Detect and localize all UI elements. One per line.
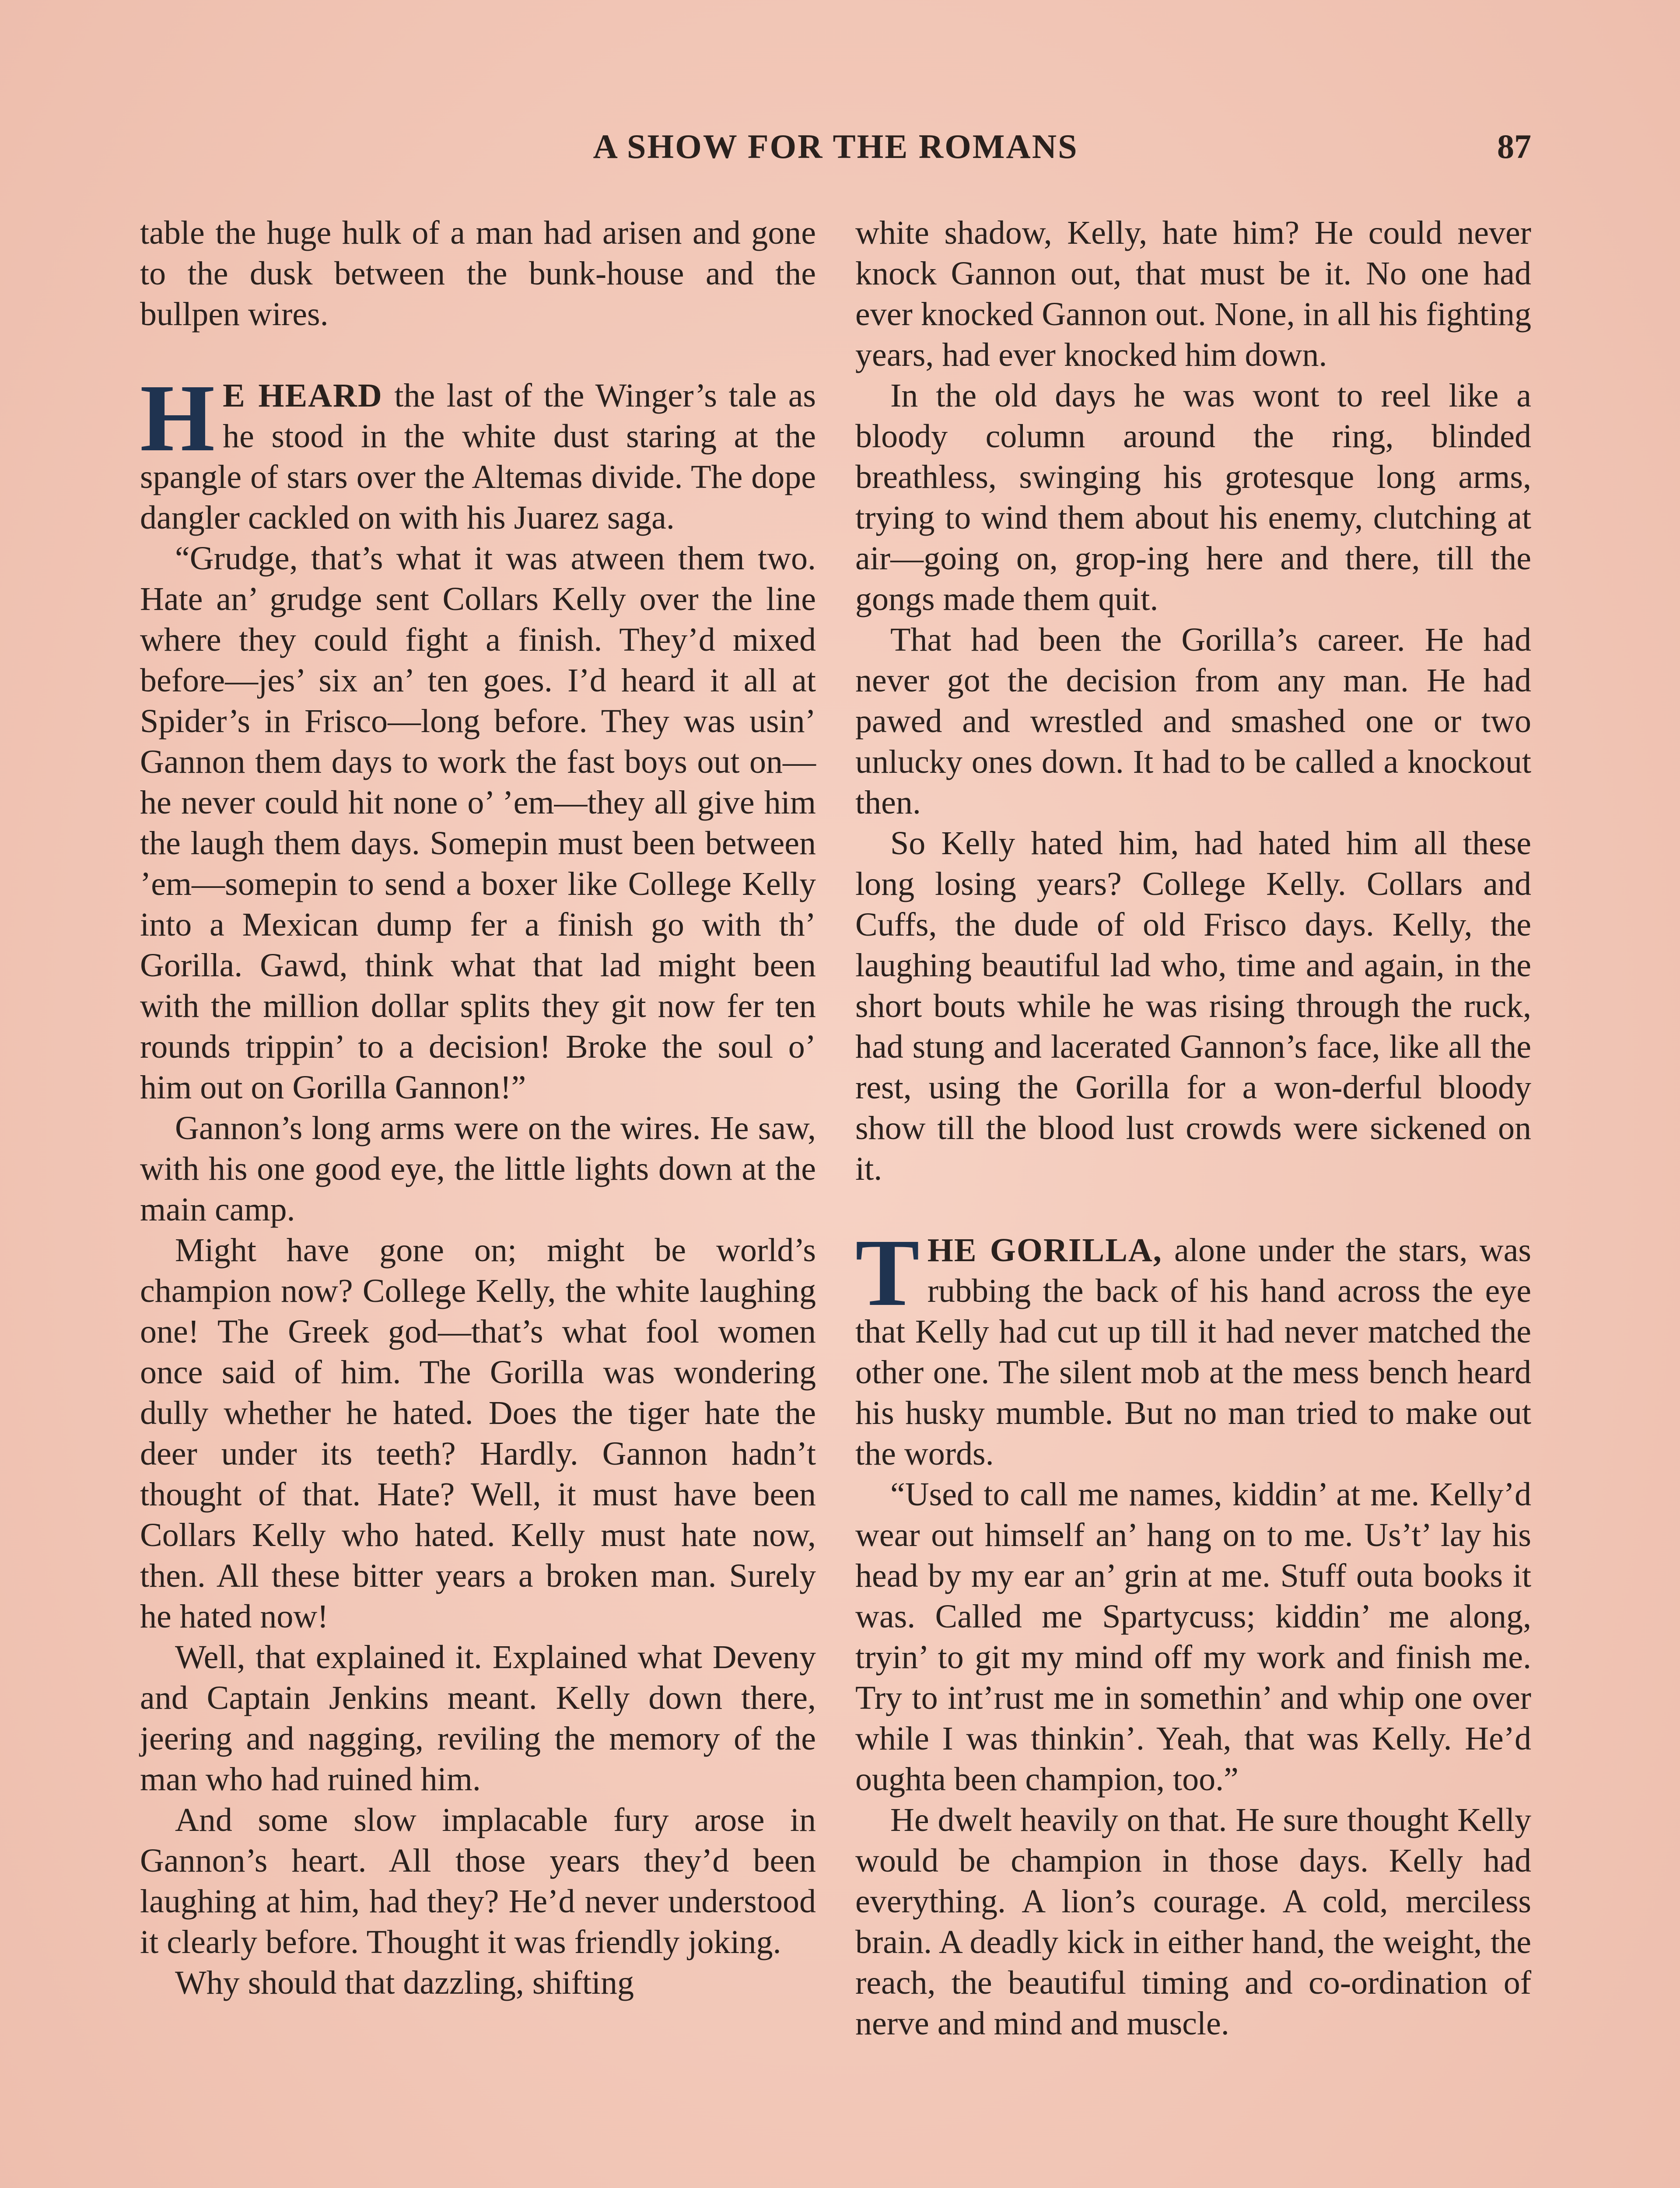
drop-cap: T <box>855 1219 920 1326</box>
page-header <box>140 127 1531 179</box>
paragraph: And some slow implacable fury arose in Gannon’s heart. All those years they’d been laughing at him, had they? He’d never understood it clearly before. Thought it was friendly joking. <box>140 1802 816 1960</box>
paragraph: That had been the Gorilla’s career. He had never got the decision from any man. He had pawed and wrestled and smashed one or two unlucky ones down. It had to be called a knockout then. <box>855 621 1531 821</box>
paragraph: In the old days he was wont to reel like a bloody column around the ring, blinded breathless, swinging his grotesque long arms, trying to wind them about his enemy, clutching at air—going on, grop-ing here and there, till the gongs made them quit. <box>855 377 1531 617</box>
paragraph: table the huge hulk of a man had arisen and gone to the dusk between the bunk-house and the bullpen wires. <box>140 214 816 333</box>
section-break <box>140 335 816 375</box>
right-column <box>855 213 1531 2044</box>
running-head: A SHOW FOR THE ROMANS <box>593 127 1078 165</box>
paragraph: Why should that dazzling, shifting <box>175 1964 634 2001</box>
section-text: alone under the stars, was rubbing the back of his hand across the eye that Kelly had cut up till it had never matched the other one. The silent mob at the mess bench heard his husky mumble. But no man tried to make out the words. <box>855 1232 1531 1472</box>
section-opening-paragraph <box>855 1219 1531 1474</box>
section-break <box>855 1189 1531 1230</box>
paragraph: Might have gone on; might be world’s champion now? College Kelly, the white laughing one! The Greek god—that’s what fool women once said of him. The Gorilla was wondering dully whether he hated. Does the tiger hate the deer under its teeth? Hardly. Gannon hadn’t thought of that. Hate? Well, it must have been Collars Kelly who hated. Kelly must hate now, then. All these bitter years a broken man. Surely he hated now! <box>140 1232 816 1635</box>
paragraph: Well, that explained it. Explained what Deveny and Captain Jenkins meant. Kelly down there, jeering and nagging, reviling the memory of the man who had ruined him. <box>140 1639 816 1798</box>
paragraph: Gannon’s long arms were on the wires. He saw, with his one good eye, the little lights down at the main camp. <box>140 1110 816 1228</box>
paragraph: “Used to call me names, kiddin’ at me. Kelly’d wear out himself an’ hang on to me. Us’t’ lay his head by my ear an’ grin at me. Stuff outa books it was. Called me Spartycuss; kiddin’ me along, tryin’ to git my mind off my work and finish me. Try to int’rust me in somethin’ and whip one over while I was thinkin’. Yeah, that was Kelly. He’d oughta been champion, too.” <box>855 1476 1531 1798</box>
section-lead: E HEARD <box>223 377 383 414</box>
paragraph: “Grudge, that’s what it was atween them two. Hate an’ grudge sent Collars Kelly over the line where they could fight a finish. They’d mixed before—jes’ six an’ ten goes. I’d heard it all at Spider’s in Frisco—long before. They was usin’ Gannon them days to work the fast boys out on—he never could hit none o’ ’em—they all give him the laugh them days. Somepin must been between ’em—somepin to send a boxer like College Kelly into a Mexican dump fer a finish go with th’ Gorilla. Gawd, think what that lad might been with the million dollar splits they git now fer ten rounds trippin’ to a decision! Broke the soul o’ him out on Gorilla Gannon!” <box>140 540 816 1106</box>
paragraph: So Kelly hated him, had hated him all these long losing years? College Kelly. Collars and Cuffs, the dude of old Frisco days. Kelly, the laughing beautiful lad who, time and again, in the short bouts while he was rising through the ruck, had stung and lacerated Gannon’s face, like all the rest, using the Gorilla for a won-derful bloody show till the blood lust crowds were sickened on it. <box>855 825 1531 1187</box>
paragraph: white shadow, Kelly, hate him? He could never knock Gannon out, that must be it. No one had ever knocked Gannon out. None, in all his fighting years, had ever knocked him down. <box>855 214 1532 373</box>
paragraph: He dwelt heavily on that. He sure thought Kelly would be champion in those days. Kelly had everything. A lion’s courage. A cold, merciless brain. A deadly kick in either hand, the weight, the reach, the beautiful timing and co-ordination of nerve and mind and muscle. <box>855 1802 1531 2042</box>
section-text: the last of the Winger’s tale as he stood in the white dust staring at the spangle of stars over the Altemas divide. The dope dangler cackled on with his Juarez saga. <box>140 377 816 536</box>
left-column <box>140 213 816 2003</box>
drop-cap: H <box>140 365 215 471</box>
section-lead: HE GORILLA, <box>927 1232 1162 1269</box>
page-number: 87 <box>1497 127 1531 165</box>
section-opening-paragraph <box>140 365 816 538</box>
